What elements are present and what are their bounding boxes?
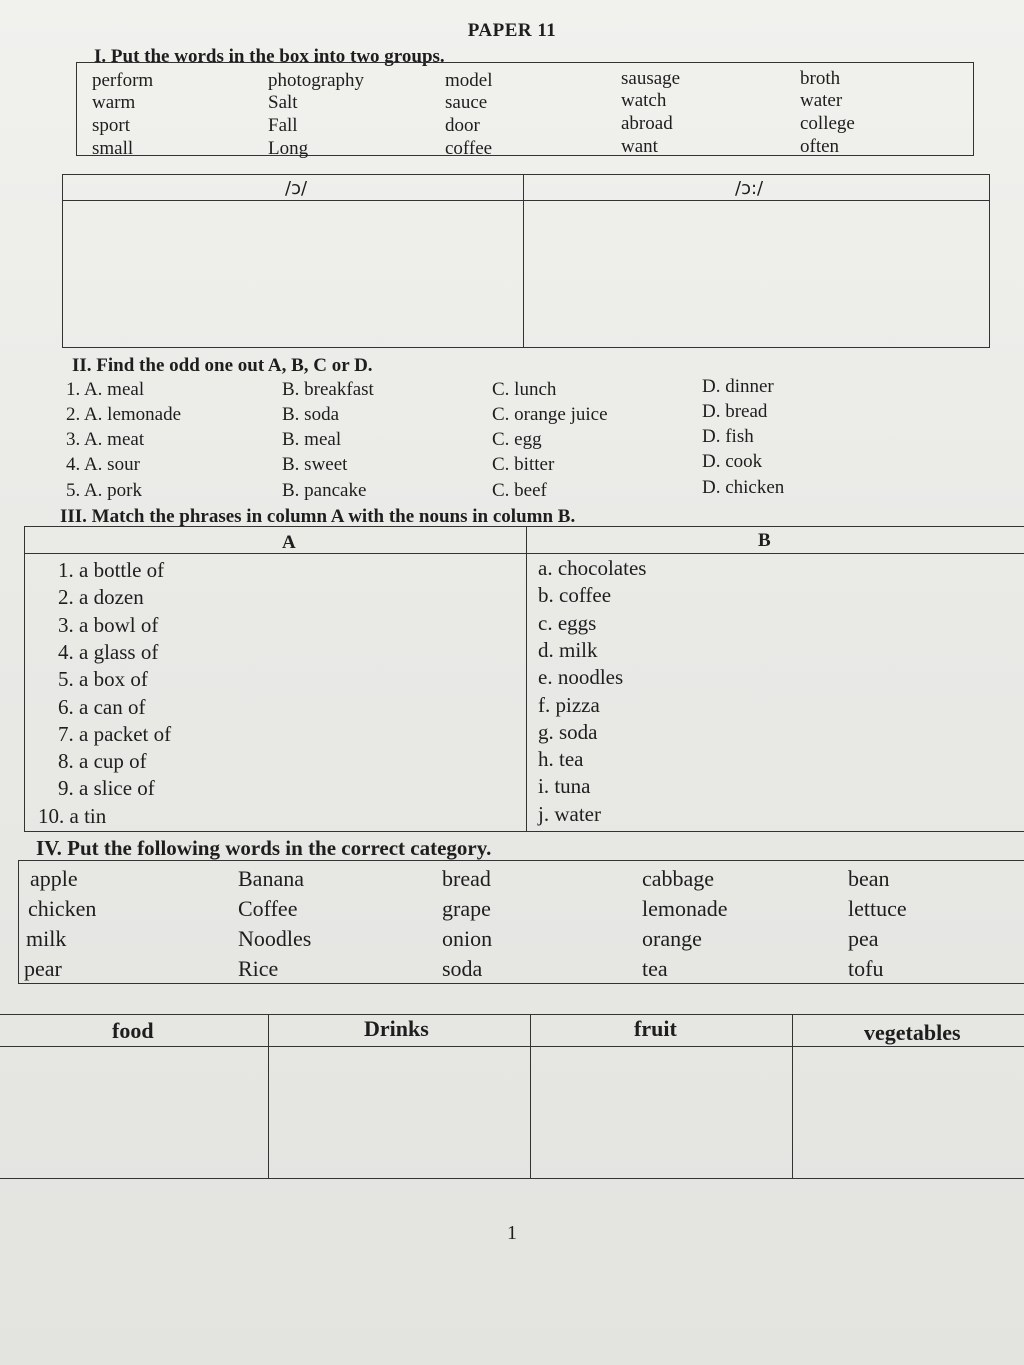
word-box-word: want [621, 136, 658, 157]
paper-title: PAPER 11 [467, 20, 557, 41]
section4-heading: IV. Put the following words in the correct category. [36, 836, 492, 860]
category-word: onion [442, 926, 493, 951]
word-box-word: Salt [268, 92, 298, 113]
question-option: 3. A. meat [66, 429, 145, 450]
question-option: B. breakfast [282, 379, 374, 400]
column-b-header: B [758, 530, 771, 551]
category-word: Noodles [238, 926, 312, 951]
question-option: C. bitter [492, 454, 555, 475]
matching-header-line [24, 553, 1024, 554]
column-b-noun: j. water [538, 801, 601, 826]
category-header-food: food [112, 1018, 154, 1043]
question-option: 2. A. lemonade [66, 404, 182, 425]
phoneme-header-long-o: /ɔ:/ [735, 178, 764, 199]
category-word: pear [24, 956, 62, 981]
word-box-word: sauce [445, 92, 488, 113]
question-option: 5. A. pork [66, 480, 142, 501]
question-option: C. orange juice [492, 404, 608, 425]
word-box-word: watch [621, 90, 667, 111]
category-word: Banana [238, 866, 304, 891]
category-header-vegetables: vegetables [864, 1020, 961, 1045]
question-option: D. bread [702, 401, 768, 422]
category-word: orange [642, 926, 702, 951]
word-box-word: water [800, 90, 843, 111]
question-option: B. pancake [282, 480, 367, 501]
category-word: pea [848, 926, 879, 951]
question-option: 4. A. sour [66, 454, 140, 475]
category-word: cabbage [642, 866, 715, 891]
phoneme-header-short-o: /ɔ/ [285, 178, 308, 199]
section3-heading: III. Match the phrases in column A with the nouns in column B. [60, 506, 576, 527]
word-box-word: broth [800, 68, 841, 89]
column-a-phrase: 6. a can of [58, 694, 146, 719]
category-word: milk [26, 926, 67, 951]
column-b-noun: i. tuna [538, 774, 591, 799]
column-a-phrase: 5. a box of [58, 667, 148, 692]
question-option: C. beef [492, 480, 547, 501]
category-word: bread [442, 866, 491, 891]
word-box-word: sausage [621, 68, 681, 89]
column-a-phrase: 3. a bowl of [58, 612, 159, 637]
category-table-top [0, 1014, 1024, 1015]
column-b-noun: d. milk [538, 637, 598, 662]
question-option: C. lunch [492, 379, 557, 400]
column-b-noun: f. pizza [538, 692, 600, 717]
category-header-fruit: fruit [634, 1016, 677, 1041]
word-box-word: abroad [621, 113, 673, 134]
column-a-phrase: 10. a tin [38, 803, 107, 828]
section2-heading: II. Find the odd one out A, B, C or D. [72, 355, 373, 376]
category-word: grape [442, 896, 491, 921]
page-number: 1 [507, 1222, 517, 1244]
word-box-word: door [445, 115, 480, 136]
matching-divider [526, 526, 527, 832]
category-divider-3 [792, 1014, 793, 1178]
question-option: 1. A. meal [66, 379, 145, 400]
question-option: D. fish [702, 426, 754, 447]
word-box-word: perform [92, 70, 154, 91]
question-option: C. egg [492, 429, 542, 450]
column-b-noun: c. eggs [538, 610, 597, 635]
column-a-phrase: 8. a cup of [58, 749, 147, 774]
category-word: lemonade [642, 896, 728, 921]
column-b-noun: e. noodles [538, 665, 624, 690]
word-box-word: sport [92, 115, 130, 136]
question-option: B. soda [282, 404, 339, 425]
phoneme-table-header-line [62, 200, 990, 201]
word-box-word: photography [268, 70, 365, 91]
category-word: chicken [28, 896, 97, 921]
word-box-word: Fall [268, 115, 298, 136]
question-option: D. dinner [702, 376, 774, 397]
column-a-phrase: 1. a bottle of [58, 558, 165, 582]
column-a-phrase: 2. a dozen [58, 585, 144, 610]
question-option: B. meal [282, 429, 342, 450]
phoneme-table-divider [523, 174, 524, 348]
category-divider-2 [530, 1014, 531, 1178]
word-box-word: college [800, 113, 855, 134]
column-b-noun: h. tea [538, 747, 584, 772]
category-word: Rice [238, 956, 279, 981]
section1-heading: I. Put the words in the box into two groups. [94, 46, 445, 67]
column-b-noun: a. chocolates [538, 556, 647, 580]
category-divider-1 [268, 1014, 269, 1178]
column-a-phrase: 7. a packet of [58, 721, 172, 746]
word-box-word: warm [92, 92, 136, 113]
category-word: tea [642, 956, 668, 981]
category-table-header-line [0, 1046, 1024, 1047]
word-box-word: model [445, 70, 493, 91]
column-b-noun: b. coffee [538, 583, 612, 608]
category-word: Coffee [238, 896, 298, 921]
category-word: tofu [848, 956, 884, 981]
word-box-word: coffee [445, 138, 493, 159]
category-header-drinks: Drinks [364, 1016, 429, 1041]
category-word: bean [848, 866, 890, 891]
column-b-noun: g. soda [538, 719, 598, 744]
category-word: lettuce [848, 896, 907, 921]
category-word: soda [442, 956, 483, 981]
column-a-header: A [282, 532, 296, 553]
matching-table [24, 526, 1024, 832]
word-box-word: often [800, 136, 840, 157]
word-box-word: Long [268, 138, 309, 159]
category-word: apple [30, 866, 78, 891]
column-a-phrase: 9. a slice of [58, 776, 155, 801]
question-option: B. sweet [282, 454, 348, 475]
word-box-word: small [92, 138, 134, 159]
column-a-phrase: 4. a glass of [58, 639, 159, 664]
question-option: D. cook [702, 451, 763, 472]
question-option: D. chicken [702, 477, 785, 498]
category-table-bottom [0, 1178, 1024, 1179]
